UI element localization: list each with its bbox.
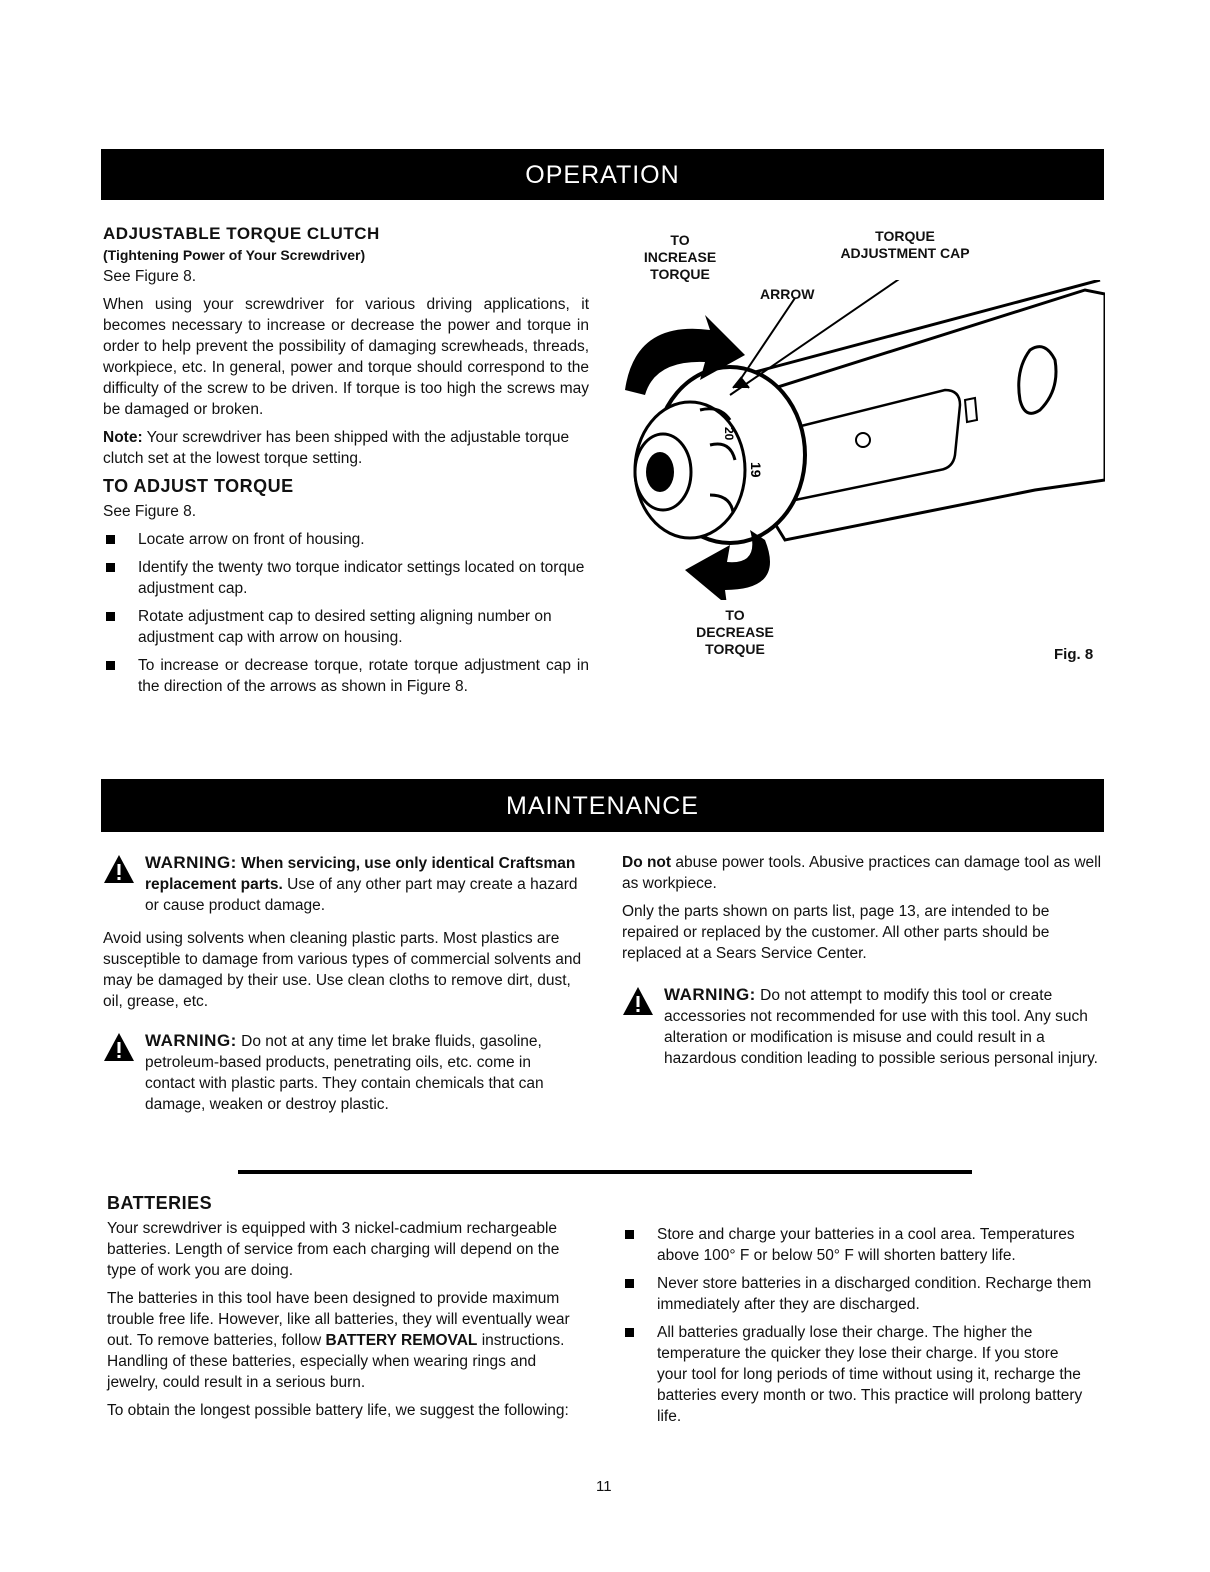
batteries-right-column	[622, 1224, 1092, 1434]
warning-block	[103, 1030, 583, 1115]
warning-label: WARNING:	[664, 985, 756, 1004]
warning-bold-text: When servicing, use only identical Craftsman replacement parts.	[145, 855, 576, 893]
page-number: 11	[596, 1478, 612, 1495]
clutch-subtitle: (Tightening Power of Your Screwdriver)	[103, 247, 366, 263]
note-label: Note:	[103, 429, 143, 446]
warning-block	[622, 984, 1104, 1069]
batteries-paragraph-1: Your screwdriver is equipped with 3 nickel-cadmium rechargeable batteries. Length of service from each charging will depend on the type of work you are doing.	[107, 1220, 560, 1279]
maintenance-left-column	[103, 852, 583, 1127]
label-line: TORQUE	[650, 266, 710, 282]
label-adjustment-cap	[820, 228, 990, 262]
batteries-paragraph-2	[107, 1288, 589, 1393]
operation-text-column	[103, 223, 589, 704]
warning-text: Do not attempt to modify this tool or create accessories not recommended for use with this tool. Any such alteration or modification is misuse and could result in a hazardous condition leading to possible serious personal injury.	[664, 987, 1098, 1067]
screwdriver-illustration	[615, 280, 1105, 600]
batteries-left-column	[107, 1193, 589, 1428]
warning-block	[103, 852, 583, 916]
chuck-hex	[646, 452, 674, 492]
label-line: DECREASE	[696, 624, 774, 640]
maintenance-right-column	[622, 852, 1104, 1081]
maintenance-header	[101, 779, 1104, 832]
see-figure-2: See Figure 8.	[103, 503, 197, 520]
label-line: TORQUE	[705, 641, 765, 657]
label-decrease-torque	[685, 607, 785, 658]
batteries-paragraph-3: To obtain the longest possible battery life, we suggest the following:	[107, 1402, 569, 1419]
abuse-bold: Do not	[622, 854, 672, 871]
battery-removal-ref: BATTERY REMOVAL	[325, 1332, 478, 1349]
dial-number: 19	[748, 462, 764, 478]
abuse-paragraph	[622, 852, 1104, 894]
warning-label: WARNING:	[145, 1031, 237, 1050]
label-arrow: ARROW	[760, 286, 815, 302]
note-paragraph	[103, 427, 589, 469]
clutch-title: ADJUSTABLE TORQUE CLUTCH	[103, 224, 380, 243]
clutch-paragraph: When using your screwdriver for various driving applications, it becomes necessary to increase or decrease the power and torque in order to help prevent the possibility of damaging screwheads, threads, workpiece, etc. In general, power and torque should correspond to the difficulty of the screw to be driven. If torque is too high the screws may be damaged or broken.	[103, 296, 589, 418]
solvents-paragraph: Avoid using solvents when cleaning plastic parts. Most plastics are susceptible to damage from various types of commercial solvents and may be damaged by their use. Use clean cloths to remove dirt, dust, oil, grease, etc.	[103, 930, 582, 1010]
warning-text: Do not at any time let brake fluids, gasoline, petroleum-based products, penetrating oils, etc. come in contact with plastic parts. They contain chemicals that can damage, weaken or destroy plastic.	[145, 1033, 544, 1113]
list-item: All batteries gradually lose their charge. The higher the temperature the quicker they lose their charge. If you store your tool for long periods of time without using it, recharge the batteries every month or two. This practice will prolong battery life.	[622, 1322, 1092, 1427]
label-line: TORQUE	[875, 228, 935, 244]
see-figure-1: See Figure 8.	[103, 268, 197, 285]
section-divider	[238, 1170, 972, 1174]
housing-screw-icon	[856, 433, 870, 447]
maintenance-header-text: MAINTENANCE	[506, 792, 699, 820]
label-line: INCREASE	[643, 249, 717, 265]
label-increase-torque	[630, 232, 730, 283]
batteries-p2-end: instructions. Handling of these batteries, especially when wearing rings and jewelry, could result in a serious burn.	[107, 1332, 565, 1391]
warning-icon	[103, 1032, 135, 1062]
warning-icon	[622, 986, 654, 1016]
figure-caption: Fig. 8	[1054, 646, 1094, 663]
label-line: ADJUSTMENT CAP	[840, 245, 970, 261]
operation-header-text: OPERATION	[525, 161, 680, 189]
warning-text: Use of any other part may create a hazard or cause product damage.	[145, 876, 578, 914]
operation-header	[101, 149, 1104, 200]
adjust-steps-list	[103, 529, 589, 697]
warning-label: WARNING:	[145, 853, 237, 872]
note-text: Your screwdriver has been shipped with the adjustable torque clutch set at the lowest torque setting.	[103, 429, 570, 467]
label-line: TO	[670, 232, 690, 248]
list-item: Locate arrow on front of housing.	[103, 529, 589, 550]
label-line: TO	[725, 607, 745, 623]
list-item: Rotate adjustment cap to desired setting aligning number on adjustment cap with arrow on housing.	[103, 606, 589, 648]
list-item: Identify the twenty two torque indicator settings located on torque adjustment cap.	[103, 557, 589, 599]
warning-icon	[103, 854, 135, 884]
list-item: Never store batteries in a discharged condition. Recharge them immediately after they are discharged.	[622, 1273, 1092, 1315]
dial-number: 20	[722, 427, 736, 441]
batteries-title: BATTERIES	[107, 1193, 213, 1213]
list-item: Store and charge your batteries in a cool area. Temperatures above 100° F or below 50° F will shorten battery life.	[622, 1224, 1092, 1266]
abuse-text: abuse power tools. Abusive practices can damage tool as well as workpiece.	[622, 854, 1102, 892]
list-item: To increase or decrease torque, rotate torque adjustment cap in the direction of the arrows as shown in Figure 8.	[103, 655, 589, 697]
adjust-torque-title: TO ADJUST TORQUE	[103, 476, 294, 496]
parts-paragraph: Only the parts shown on parts list, page 13, are intended to be repaired or replaced by the customer. All other parts should be replaced at a Sears Service Center.	[622, 903, 1050, 962]
battery-tips-list	[622, 1224, 1092, 1427]
batteries-p2-start: The batteries in this tool have been designed to provide maximum trouble free life. However, like all batteries, they will eventually wear out. To remove batteries, follow	[107, 1290, 570, 1349]
